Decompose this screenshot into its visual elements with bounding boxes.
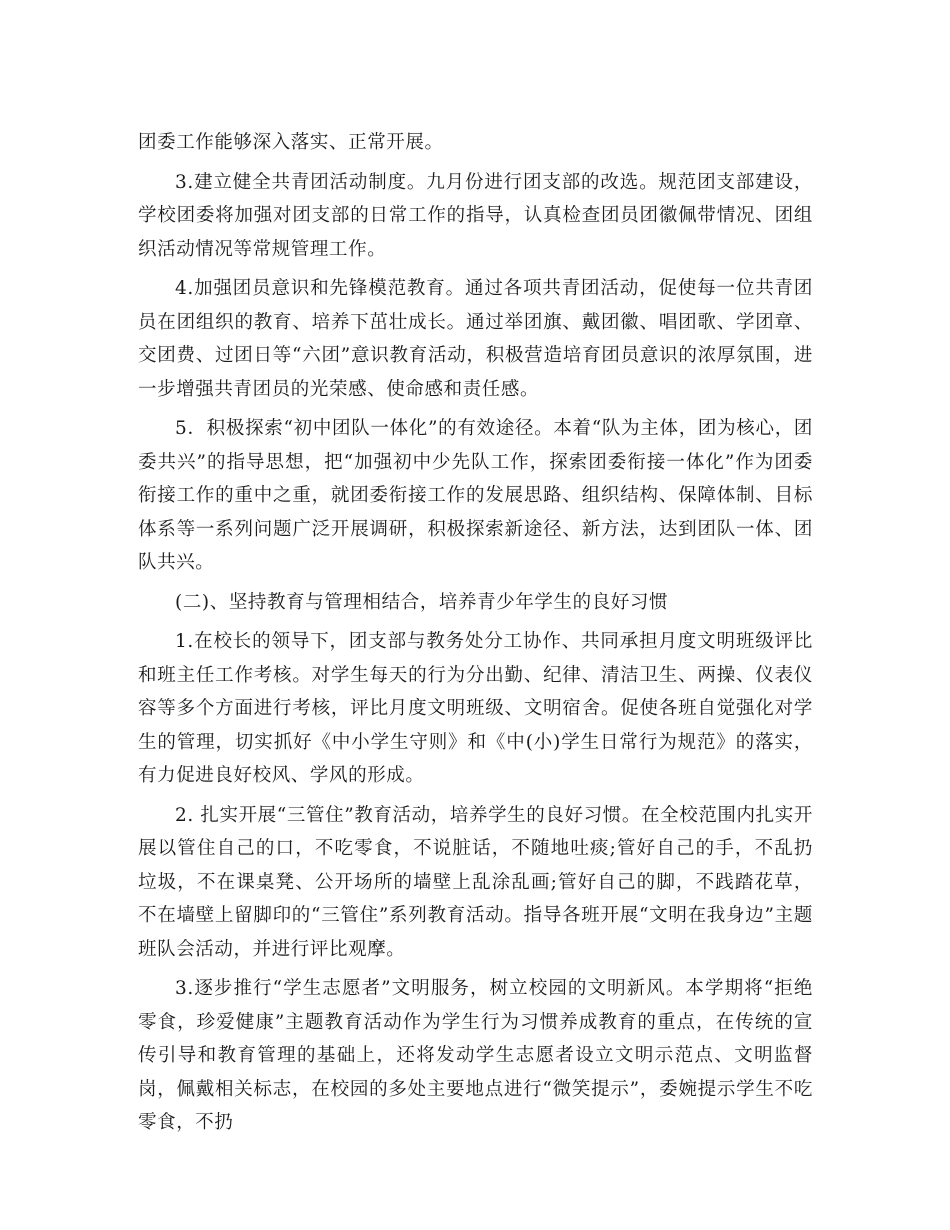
paragraph-volunteer-service: 3.逐步推行“学生志愿者”文明服务，树立校园的文明新风。本学期将“拒绝零食，珍爱健康”主题教育活动作为学生行为习惯养成教育的重点，在传统的宣传引导和教育管理的基础上，还将发动学生志愿者设立文明示范点、文明监督岗，佩戴相关标志，在校园的多处主要地点进行“微笑提示”，委婉提示学生不吃零食，不扔 — [138, 978, 813, 1133]
paragraph-class-evaluation: 1.在校长的领导下，团支部与教务处分工协作、共同承担月度文明班级评比和班主任工作考核。对学生每天的行为分出勤、纪律、清洁卫生、两操、仪表仪容等多个方面进行考核，评比月度文明班级、文明宿舍。促使各班自觉强化对学生的管理，切实抓好《中小学生守则》和《中(小)学生日常行为规范》的落实，有力促进良好校风、学风的形成。 — [138, 631, 813, 786]
document-body — [138, 126, 813, 1146]
section-heading-education-management: (二)、坚持教育与管理相结合，培养青少年学生的良好习惯 — [175, 591, 669, 613]
paragraph-league-activity-system: 3.建立健全共青团活动制度。九月份进行团支部的改选。规范团支部建设，学校团委将加强对团支部的日常工作的指导，认真检查团员团徽佩带情况、团组织活动情况等常规管理工作。 — [138, 171, 813, 260]
paragraph-integration-exploration: 5．积极探索“初中团队一体化”的有效途径。本着“队为主体，团为核心，团委共兴”的指导思想，把“加强初中少先队工作，探索团委衔接一体化”作为团委衔接工作的重中之重，就团委衔接工作的发展思路、组织结构、保障体制、目标体系等一系列问题广泛开展调研，积极探索新途径、新方法，达到团队一体、团队共兴。 — [138, 418, 813, 573]
paragraph-continuation: 团委工作能够深入落实、正常开展。 — [138, 132, 444, 153]
paragraph-member-awareness: 4.加强团员意识和先锋模范教育。通过各项共青团活动，促使每一位共青团员在团组织的教育、培养下茁壮成长。通过举团旗、戴团徽、唱团歌、学团章、交团费、过团日等“六团”意识教育活动，积极营造培育团员意识的浓厚氛围，进一步增强共青团员的光荣感、使命感和责任感。 — [138, 278, 813, 400]
paragraph-three-controls: 2. 扎实开展“三管住”教育活动，培养学生的良好习惯。在全校范围内扎实开展以管住自己的口，不吃零食，不说脏话，不随地吐痰;管好自己的手，不乱扔垃圾，不在课桌凳、公开场所的墙壁上乱涂乱画;管好自己的脚，不践踏花草，不在墙壁上留脚印的“三管住”系列教育活动。指导各班开展“文明在我身边”主题班队会活动，并进行评比观摩。 — [138, 804, 813, 960]
